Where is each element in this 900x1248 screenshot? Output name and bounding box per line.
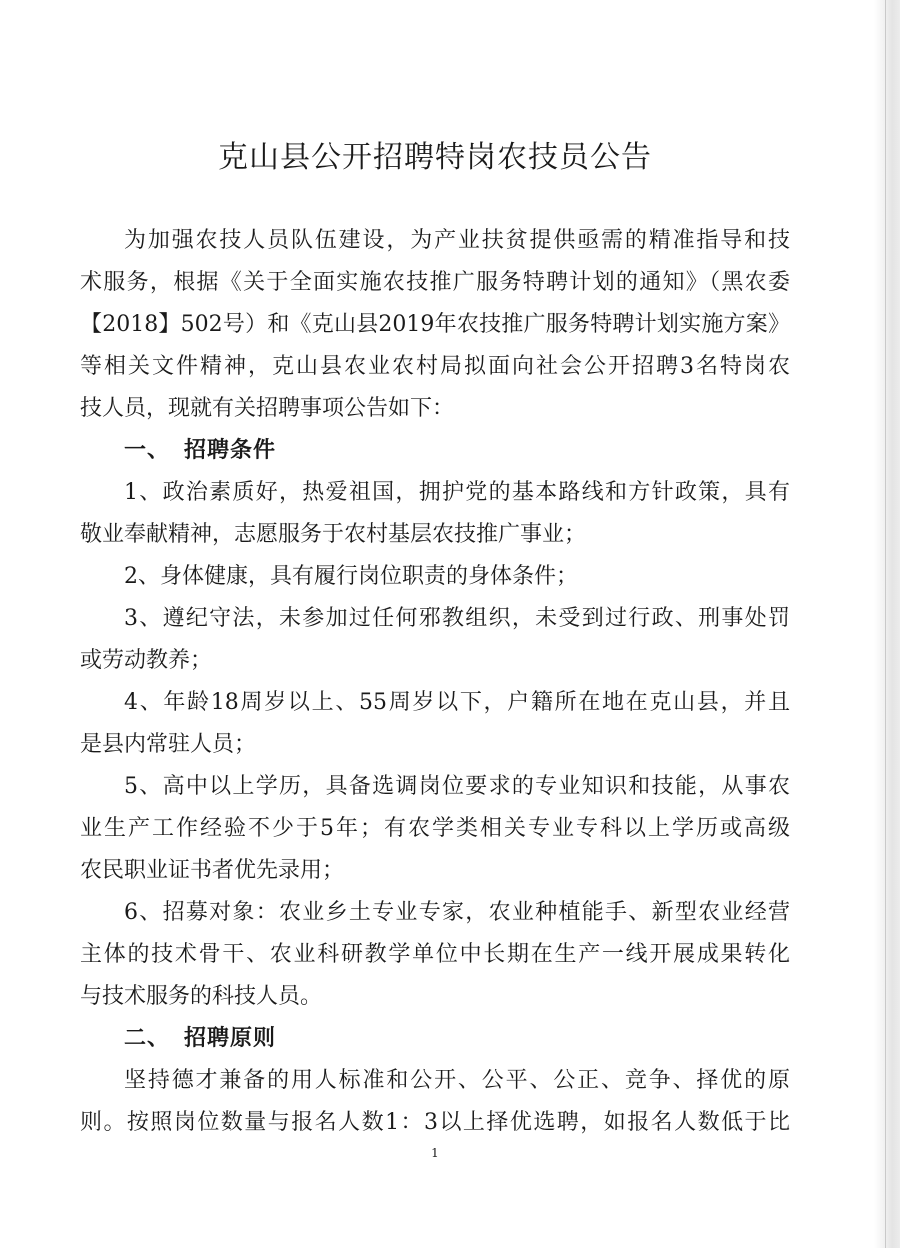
document-title: 克山县公开招聘特岗农技员公告 [218, 140, 652, 175]
section-title: 招聘原则 [184, 1026, 277, 1051]
paragraph-line: 业生产工作经验不少于5年；有农学类相关专业专科以上学历或高级 [80, 816, 790, 841]
paragraph-line: 4、年龄18周岁以上、55周岁以下，户籍所在地在克山县，并且 [124, 690, 790, 715]
paragraph-line: 则。按照岗位数量与报名人数1：3以上择优选聘，如报名人数低于比 [80, 1110, 790, 1135]
paragraph-line: 技人员，现就有关招聘事项公告如下： [80, 396, 455, 421]
paragraph-line: 是县内常驻人员； [80, 732, 257, 757]
section-title: 招聘条件 [184, 438, 277, 463]
page-number: 1 [431, 1146, 439, 1160]
paragraph-line: 为加强农技人员队伍建设，为产业扶贫提供亟需的精准指导和技 [124, 228, 790, 253]
section-number: 二、 [124, 1026, 171, 1051]
paragraph-line: 术服务，根据《关于全面实施农技推广服务特聘计划的通知》（黑农委 [80, 270, 790, 295]
paragraph-line: 等相关文件精神，克山县农业农村局拟面向社会公开招聘3名特岗农 [80, 354, 790, 379]
paragraph-line: 农民职业证书者优先录用； [80, 858, 345, 883]
section-heading [124, 1024, 276, 1054]
document-page [80, 0, 790, 1248]
paragraph-line: 坚持德才兼备的用人标准和公开、公平、公正、竞争、择优的原 [124, 1068, 790, 1093]
paragraph-line: 与技术服务的科技人员。 [80, 984, 323, 1009]
scan-edge-shadow [874, 0, 900, 1248]
section-number: 一、 [124, 438, 171, 463]
scan-edge-line [885, 0, 886, 1248]
paragraph-line: 6、招募对象：农业乡土专业专家，农业种植能手、新型农业经营 [124, 900, 790, 925]
paragraph-line: 5、高中以上学历，具备选调岗位要求的专业知识和技能，从事农 [124, 774, 790, 799]
paragraph-line: 1、政治素质好，热爱祖国，拥护党的基本路线和方针政策，具有 [124, 480, 790, 505]
paragraph-line: 3、遵纪守法，未参加过任何邪教组织，未受到过行政、刑事处罚 [124, 606, 790, 631]
paragraph-line: 主体的技术骨干、农业科研教学单位中长期在生产一线开展成果转化 [80, 942, 790, 967]
paragraph-line: 2、身体健康，具有履行岗位职责的身体条件； [124, 564, 578, 589]
paragraph-line: 【2018】502号）和《克山县2019年农技推广服务特聘计划实施方案》 [80, 312, 790, 337]
paragraph-line: 敬业奉献精神，志愿服务于农村基层农技推广事业； [80, 522, 587, 547]
paragraph-line: 或劳动教养； [80, 648, 213, 673]
section-heading [124, 436, 276, 466]
